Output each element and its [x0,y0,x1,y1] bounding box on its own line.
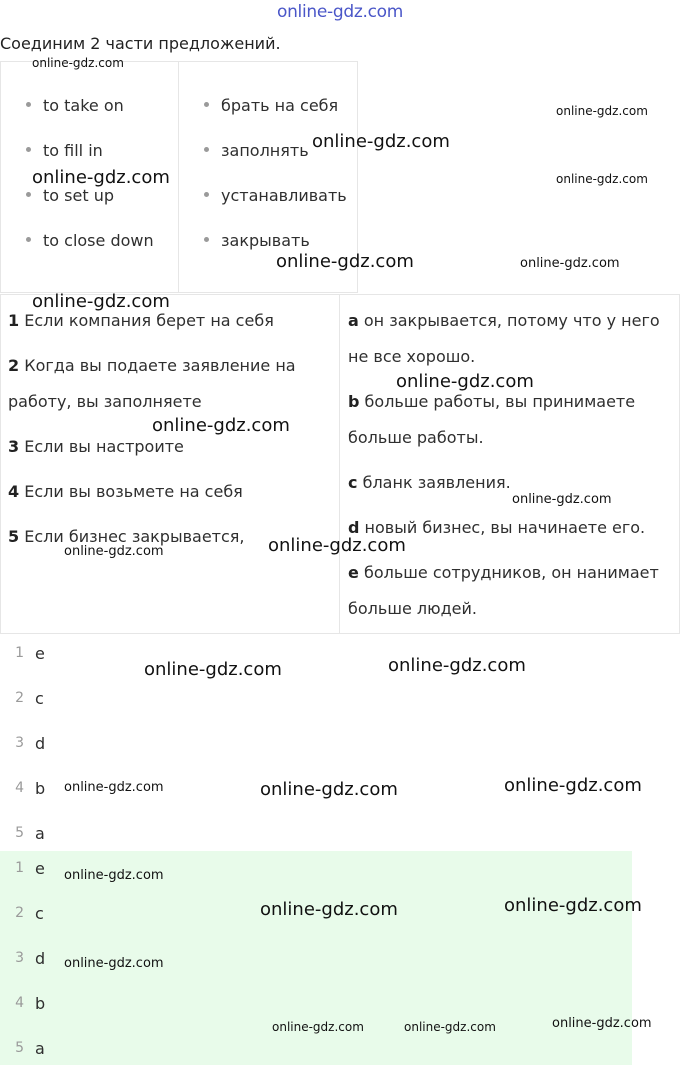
answer-val-3: d [35,734,46,753]
answer-val-2: c [35,689,44,708]
answer-hl-num-3: 3 [15,950,24,966]
phrase-ru-4: закрывать [204,231,310,250]
watermark: online-gdz.com [512,492,612,507]
sentence-left-4: 4 Если вы возьмете на себя [8,482,243,501]
answer-hl-num-1: 1 [15,860,24,876]
answer-num-5: 5 [15,825,24,841]
answer-hl-num-4: 4 [15,995,24,1011]
sentence-right-c: c бланк заявления. [348,473,511,492]
watermark: online-gdz.com [32,291,170,312]
answer-hl-val-4: b [35,994,46,1013]
phrase-table-divider [178,61,179,293]
bullet-icon [204,147,209,152]
sentence-table-divider [339,294,340,634]
phrase-en-3: to set up [26,186,114,205]
answer-num-3: 3 [15,735,24,751]
watermark: online-gdz.com [388,655,526,676]
answer-num-1: 1 [15,645,24,661]
sentence-left-1: 1 Если компания берет на себя [8,311,274,330]
watermark: online-gdz.com [404,1020,496,1034]
answer-num-4: 4 [15,780,24,796]
phrase-ru-3: устанавливать [204,186,347,205]
site-logo[interactable]: online-gdz.com [276,2,403,22]
watermark: online-gdz.com [152,415,290,436]
sentence-left-3: 3 Если вы настроите [8,437,184,456]
bullet-icon [26,237,31,242]
watermark: online-gdz.com [504,895,642,916]
answer-hl-val-3: d [35,949,46,968]
answer-hl-num-5: 5 [15,1040,24,1056]
sentence-right-a: a он закрывается, потому что у него не все хорошо. [348,311,660,366]
watermark: online-gdz.com [260,779,398,800]
sentence-right-d: d новый бизнес, вы начинаете его. [348,518,646,537]
bullet-icon [204,192,209,197]
watermark: online-gdz.com [32,56,124,70]
sentence-right-b: b больше работы, вы принимаете больше работы. [348,392,636,447]
watermark: online-gdz.com [272,1020,364,1034]
watermark: online-gdz.com [260,899,398,920]
watermark: online-gdz.com [520,256,620,271]
watermark: online-gdz.com [144,659,282,680]
phrase-en-1: to take on [26,96,124,115]
watermark: online-gdz.com [504,775,642,796]
answer-hl-val-1: e [35,859,45,878]
watermark: online-gdz.com [552,1016,652,1031]
watermark: online-gdz.com [556,172,648,186]
sentence-left-5: 5 Если бизнес закрывается, [8,527,245,546]
phrase-ru-1: брать на себя [204,96,338,115]
phrase-en-2: to fill in [26,141,103,160]
watermark: online-gdz.com [396,371,534,392]
watermark: online-gdz.com [312,131,450,152]
answer-val-4: b [35,779,46,798]
phrase-en-4: to close down [26,231,154,250]
bullet-icon [26,192,31,197]
watermark: online-gdz.com [32,167,170,188]
bullet-icon [26,102,31,107]
answer-hl-val-5: a [35,1039,45,1058]
watermark: online-gdz.com [268,535,406,556]
watermark: online-gdz.com [64,544,164,559]
bullet-icon [204,237,209,242]
watermark: online-gdz.com [64,868,164,883]
watermark: online-gdz.com [556,104,648,118]
bullet-icon [26,147,31,152]
sentence-left-2: 2 Когда вы подаете заявление на работу, вы заполняете [8,356,296,411]
sentence-right-e: e больше сотрудников, он нанимает больше людей. [348,563,659,618]
answer-num-2: 2 [15,690,24,706]
watermark: online-gdz.com [64,780,164,795]
answer-val-5: a [35,824,45,843]
answer-hl-num-2: 2 [15,905,24,921]
task-intro: Соединим 2 части предложений. [0,34,281,53]
answer-val-1: e [35,644,45,663]
watermark: online-gdz.com [64,956,164,971]
bullet-icon [204,102,209,107]
answer-hl-val-2: c [35,904,44,923]
phrase-ru-2: заполнять [204,141,309,160]
watermark: online-gdz.com [276,251,414,272]
